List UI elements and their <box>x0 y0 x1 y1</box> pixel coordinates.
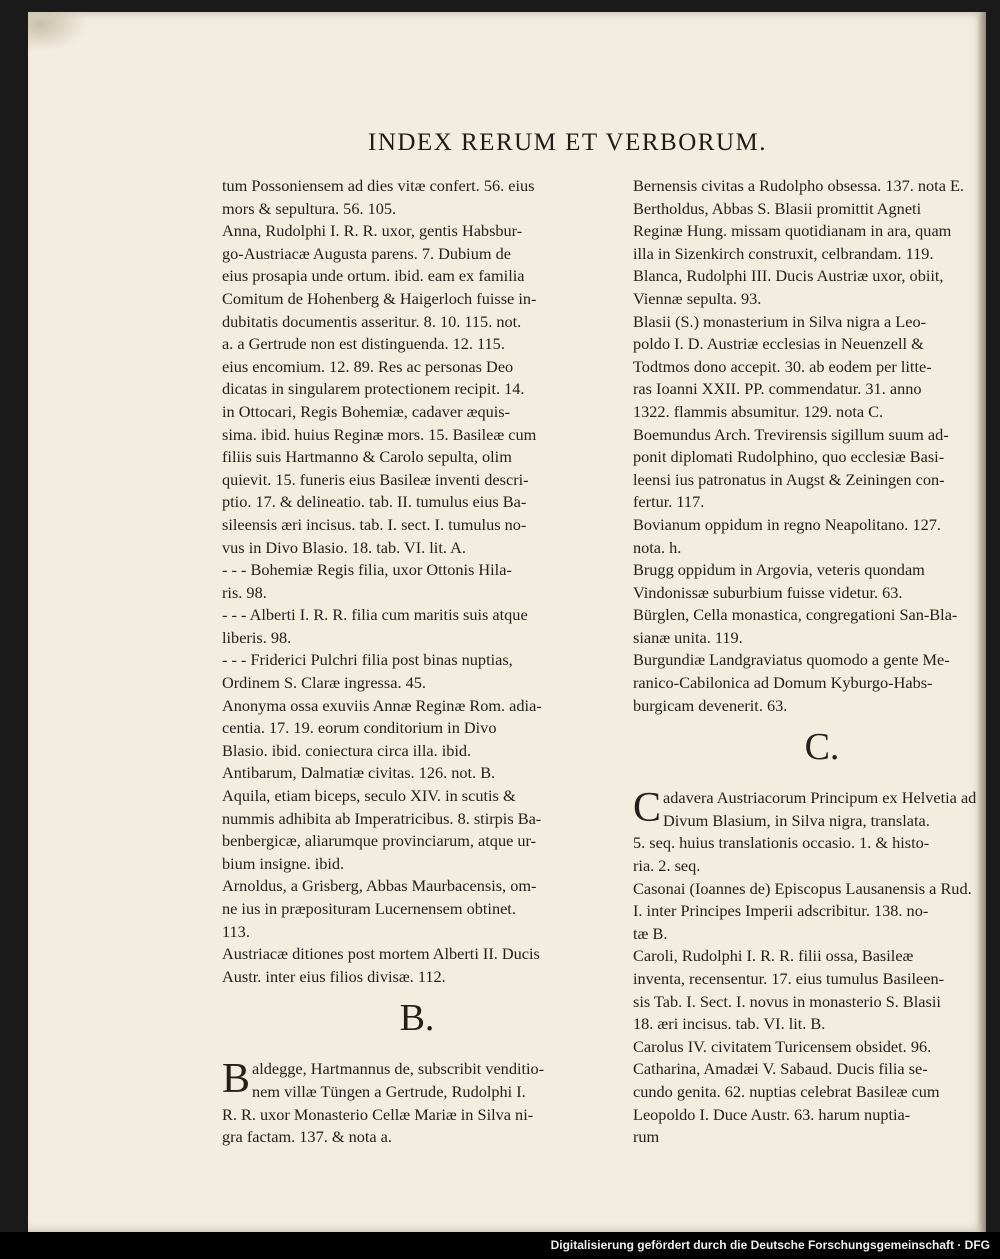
index-line: ris. 98. <box>222 582 267 602</box>
index-line: Burgundiæ Landgraviatus quomodo a gente Me- <box>633 650 950 670</box>
index-line: quievit. 15. funeris eius Basileæ inventi descri- <box>222 469 529 489</box>
index-line: Carolus IV. civitatem Turicensem obsidet. 96. <box>633 1036 932 1056</box>
index-line: vus in Divo Blasio. 18. tab. VI. lit. A. <box>222 537 466 557</box>
index-line: Bovianum oppidum in regno Neapolitano. 127. <box>633 514 941 534</box>
index-line: Brugg oppidum in Argovia, veteris quondam <box>633 560 925 580</box>
section-heading-b: B. <box>399 997 435 1040</box>
index-line: cundo genita. 62. nuptias celebrat Basileæ cum <box>633 1081 940 1101</box>
index-line: Austr. inter eius filios divisæ. 112. <box>222 966 446 986</box>
index-line: R. R. uxor Monasterio Cellæ Mariæ in Silva ni- <box>222 1104 534 1124</box>
index-line: Anonyma ossa exuviis Annæ Reginæ Rom. adia- <box>222 695 542 715</box>
index-line: tæ B. <box>633 923 668 943</box>
index-line: mors & sepultura. 56. 105. <box>222 198 397 218</box>
entry-cadavera <box>633 787 1000 832</box>
index-line: Todtmos dono accepit. 30. ab eodem per litte- <box>633 356 932 376</box>
index-line: 18. æri incisus. tab. VI. lit. B. <box>633 1014 826 1034</box>
index-line: adavera Austriacorum Principum ex Helvetia ad <box>663 788 977 808</box>
index-line: sima. ibid. huius Reginæ mors. 15. Basileæ cum <box>222 424 537 444</box>
index-line: rum <box>633 1127 660 1147</box>
index-line: Ordinem S. Claræ ingressa. 45. <box>222 673 426 693</box>
index-line: ria. 2. seq. <box>633 856 701 876</box>
index-line: Aquila, etiam biceps, seculo XIV. in scutis & <box>222 786 516 806</box>
index-line: nummis adhibita ab Imperatricibus. 8. stirpis Ba- <box>222 808 542 828</box>
book-page <box>28 12 986 1232</box>
footer-credit: Digitalisierung gefördert durch die Deutsche Forschungsgemeinschaft · DFG <box>550 1238 990 1252</box>
right-entries-c <box>633 832 1000 1148</box>
index-line: Bertholdus, Abbas S. Blasii promittit Agneti <box>633 198 922 218</box>
index-line: aldegge, Hartmannus de, subscribit venditio- <box>252 1059 545 1079</box>
index-line: Boemundus Arch. Trevirensis sigillum suum ad- <box>633 424 949 444</box>
index-line: Catharina, Amadæi V. Sabaud. Ducis filia se- <box>633 1059 928 1079</box>
index-line: sileensis æri incisus. tab. I. sect. I. tumulus no- <box>222 514 527 534</box>
index-line: nota. h. <box>633 537 682 557</box>
left-entries <box>222 175 612 988</box>
index-line: I. inter Principes Imperii adscribitur. 138. no- <box>633 901 929 921</box>
index-line: 5. seq. huius translationis occasio. 1. & histo- <box>633 833 930 853</box>
right-column <box>633 175 1000 1149</box>
index-line: sianæ unita. 119. <box>633 627 743 647</box>
page-title: INDEX RERUM ET VERBORUM. <box>368 129 767 156</box>
right-entries <box>633 175 1000 717</box>
index-line: Antibarum, Dalmatiæ civitas. 126. not. B. <box>222 763 496 783</box>
right-entries-c-initial <box>633 787 1000 832</box>
index-line: Vindonissæ suburbium fuisse videtur. 63. <box>633 582 903 602</box>
index-line: ponit diplomati Rudolphino, quo ecclesiæ Basi- <box>633 447 945 467</box>
index-line: benbergicæ, aliarumque provinciarum, atque ur- <box>222 831 537 851</box>
section-heading-c: C. <box>804 726 840 769</box>
index-line: eius encomium. 12. 89. Res ac personas Deo <box>222 356 514 376</box>
index-line: Austriacæ ditiones post mortem Alberti II. Ducis <box>222 944 540 964</box>
index-line: sis Tab. I. Sect. I. novus in monasterio S. Blasii <box>633 991 941 1011</box>
index-line: 113. <box>222 921 250 941</box>
footer-bar <box>0 1232 1000 1259</box>
drop-cap-b: B <box>222 1056 251 1103</box>
index-line: fertur. 117. <box>633 492 705 512</box>
index-line: Divum Blasium, in Silva nigra, translata. <box>663 810 930 830</box>
drop-cap-c: C <box>633 787 662 832</box>
index-line: nem villæ Tüngen a Gertrude, Rudolphi I. <box>252 1081 526 1101</box>
index-line: filiis suis Hartmanno & Carolo sepulta, olim <box>222 447 512 467</box>
index-line: liberis. 98. <box>222 627 292 647</box>
index-line: Leopoldo I. Duce Austr. 63. harum nuptia- <box>633 1104 911 1124</box>
index-line: a. a Gertrude non est distinguenda. 12. 115. <box>222 334 505 354</box>
index-line: ptio. 17. & delineatio. tab. II. tumulus eius Ba- <box>222 492 527 512</box>
paper-stain <box>28 12 88 52</box>
index-line: ne ius in præposituram Lucernensem obtinet. <box>222 899 516 918</box>
index-line: burgicam devenerit. 63. <box>633 695 788 715</box>
index-line: Bernensis civitas a Rudolpho obsessa. 137. nota E. <box>633 176 965 195</box>
index-line: Viennæ sepulta. 93. <box>633 288 762 308</box>
index-line: Reginæ Hung. missam quotidianam in ara, quam <box>633 221 952 241</box>
index-line: in Ottocari, Regis Bohemiæ, cadaver æquis- <box>222 401 511 421</box>
index-line: Casonai (Ioannes de) Episcopus Lausanensis a Rud. <box>633 878 972 898</box>
index-line: inventa, recensentur. 17. eius tumulus Basileen- <box>633 969 945 988</box>
index-line: poldo I. D. Austriæ ecclesias in Neuenzell & <box>633 334 924 354</box>
index-line: dubitatis documentis asseritur. 8. 10. 115. not. <box>222 311 522 331</box>
index-line: Anna, Rudolphi I. R. R. uxor, gentis Habsbur- <box>222 221 523 241</box>
left-entries-b <box>222 1058 612 1148</box>
index-line: ranico-Cabilonica ad Domum Kyburgo-Habs- <box>633 673 933 693</box>
index-line: illa in Sizenkirch construxit, celbrandam. 119. <box>633 243 934 263</box>
index-line: leensi ius patronatus in Augst & Zeiningen con- <box>633 469 945 489</box>
index-line: dicatas in singularem protectionem recipit. 14. <box>222 379 525 399</box>
index-line: tum Possoniensem ad dies vitæ confert. 56. eius <box>222 176 535 195</box>
index-line: - - - Alberti I. R. R. filia cum maritis suis atque <box>222 605 528 625</box>
left-column <box>222 175 612 1149</box>
entry-baldegge <box>222 1058 612 1148</box>
index-line: Blasio. ibid. coniectura circa illa. ibid. <box>222 740 472 760</box>
index-line: go-Austriacæ Augusta parens. 7. Dubium de <box>222 243 511 263</box>
index-line: ras Ioanni XXII. PP. commendatur. 31. anno <box>633 379 922 399</box>
index-line: Blanca, Rudolphi III. Ducis Austriæ uxor, obiit, <box>633 266 944 286</box>
index-line: Caroli, Rudolphi I. R. R. filii ossa, Basileæ <box>633 946 914 966</box>
index-line: centia. 17. 19. eorum conditorium in Divo <box>222 718 497 738</box>
index-line: - - - Bohemiæ Regis filia, uxor Ottonis Hila- <box>222 560 512 580</box>
index-line: Bürglen, Cella monastica, congregationi San-Bla- <box>633 605 958 625</box>
index-line: bium insigne. ibid. <box>222 853 345 873</box>
index-line: Blasii (S.) monasterium in Silva nigra a Leo- <box>633 311 927 331</box>
index-line: Comitum de Hohenberg & Haigerloch fuisse in- <box>222 288 537 308</box>
index-line: - - - Friderici Pulchri filia post binas nuptias, <box>222 650 513 670</box>
index-line: gra factam. 137. & nota a. <box>222 1127 392 1147</box>
index-line: 1322. flammis absumitur. 129. nota C. <box>633 401 884 421</box>
index-line: Arnoldus, a Grisberg, Abbas Maurbacensis, om- <box>222 876 537 896</box>
index-line: eius prosapia unde ortum. ibid. eam ex familia <box>222 266 525 286</box>
